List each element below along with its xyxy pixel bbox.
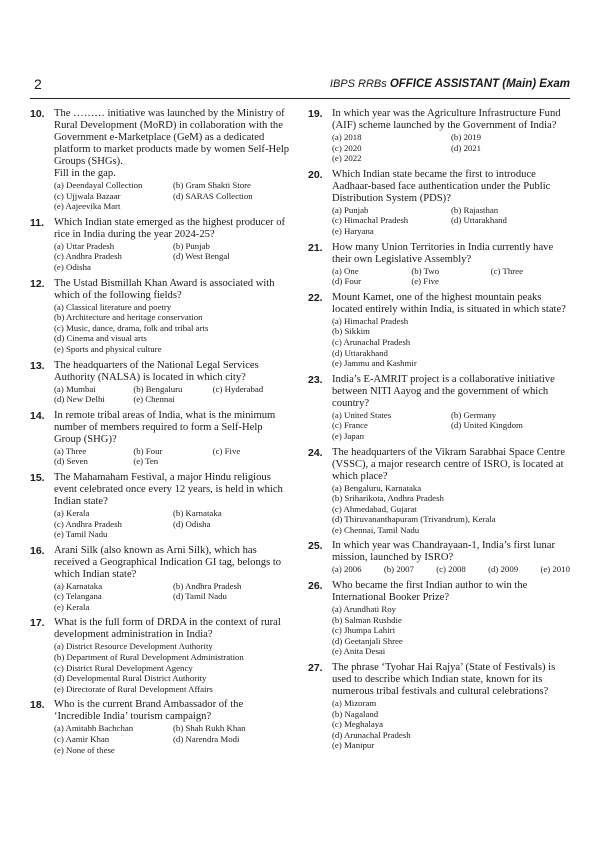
question-19 xyxy=(308,108,570,164)
option-c: (c) Meghalaya xyxy=(332,719,384,730)
option-c: (c) Aamir Khan xyxy=(54,734,110,745)
question-number: 20. xyxy=(308,168,323,181)
left-column xyxy=(30,108,292,760)
question-text: Which Indian state emerged as the highest producer of rice in India during the year 2024-25? xyxy=(54,216,286,240)
option-a: (a) Bengaluru, Karnataka xyxy=(332,482,422,493)
option-a: (a) Mumbai xyxy=(54,383,96,394)
option-a: (a) Three xyxy=(54,445,87,456)
option-b: (b) Nagaland xyxy=(332,708,379,719)
option-c: (c) Jhumpa Lahiri xyxy=(332,625,396,636)
question-number: 25. xyxy=(308,540,323,553)
question-25 xyxy=(308,540,570,575)
option-e: (e) None of these xyxy=(54,744,115,755)
question-number: 26. xyxy=(308,580,323,593)
options xyxy=(54,241,292,273)
question-22 xyxy=(308,292,570,369)
option-b: (b) Andhra Pradesh xyxy=(173,580,242,591)
option-a: (a) Himachal Pradesh xyxy=(332,315,409,326)
question-number: 14. xyxy=(30,409,45,422)
option-c: (c) Five xyxy=(212,445,241,456)
options xyxy=(332,205,570,237)
question-18 xyxy=(30,699,292,755)
option-d: (d) Cinema and visual arts xyxy=(54,333,147,344)
option-e: (e) Aajeevika Mart xyxy=(54,201,121,212)
question-27 xyxy=(308,662,570,751)
option-e: (e) Tamil Nadu xyxy=(54,529,108,540)
option-b: (b) Punjab xyxy=(173,240,210,251)
option-c: (c) Hyderabad xyxy=(212,383,264,394)
option-e: (e) Five xyxy=(411,276,439,287)
option-d: (d) United Kingdom xyxy=(451,420,523,431)
option-d: (d) New Delhi xyxy=(54,394,105,405)
option-d: (d) Geetanjali Shree xyxy=(332,635,403,646)
option-b: (b) Salman Rushdie xyxy=(332,614,402,625)
option-e: (e) Haryana xyxy=(332,225,374,236)
option-b: (b) Two xyxy=(411,265,440,276)
question-text: The headquarters of the Vikram Sarabhai Space Centre (VSSC), a major research centre of ISRO, is located at which place? xyxy=(332,446,566,482)
option-c: (c) 2008 xyxy=(436,564,466,575)
question-number: 23. xyxy=(308,373,323,386)
options xyxy=(54,446,292,467)
option-d: (d) West Bengal xyxy=(173,251,230,262)
option-a: (a) United States xyxy=(332,409,392,420)
option-c: (c) Andhra Pradesh xyxy=(54,251,122,262)
options xyxy=(332,564,570,575)
option-b: (b) Architecture and heritage conservation xyxy=(54,312,203,323)
option-e: (e) Sports and physical culture xyxy=(54,343,162,354)
question-number: 10. xyxy=(30,108,45,120)
question-number: 12. xyxy=(30,277,45,290)
option-a: (a) Amitabh Bachchan xyxy=(54,723,134,734)
option-d: (d) Uttarakhand xyxy=(332,347,388,358)
question-number: 17. xyxy=(30,617,45,630)
question-text: Which Indian state became the first to introduce Aadhaar-based face authentication under the Public Distribution System (PDS)? xyxy=(332,168,551,204)
option-a: (a) Classical literature and poetry xyxy=(54,301,172,312)
question-text: What is the full form of DRDA in the context of rural development administration in India? xyxy=(54,617,281,641)
option-e: (e) 2022 xyxy=(332,153,362,164)
option-e: (e) Chennai, Tamil Nadu xyxy=(332,524,420,535)
option-d: (d) SARAS Collection xyxy=(173,190,253,201)
options xyxy=(332,604,570,657)
options xyxy=(54,723,292,755)
option-e: (e) 2010 xyxy=(540,564,570,575)
question-15 xyxy=(30,472,292,540)
options xyxy=(332,266,570,287)
question-text: The headquarters of the National Legal Services Authority (NALSA) is located in which city? xyxy=(54,359,259,383)
options xyxy=(54,180,292,212)
options xyxy=(332,410,570,442)
option-d: (d) Narendra Modi xyxy=(173,734,240,745)
question-number: 13. xyxy=(30,359,45,372)
question-text: How many Union Territories in India currently have their own Legislative Assembly? xyxy=(332,241,554,265)
exam-title xyxy=(330,78,570,90)
option-d: (d) 2021 xyxy=(451,142,482,153)
question-number: 18. xyxy=(30,699,45,712)
question-13 xyxy=(30,360,292,405)
option-c: (c) Himachal Pradesh xyxy=(332,215,409,226)
option-e: (e) Directorate of Rural Development Affairs xyxy=(54,683,213,694)
option-b: (b) Rajasthan xyxy=(451,204,499,215)
options xyxy=(332,316,570,369)
option-c: (c) France xyxy=(332,420,368,431)
question-text: The Mahamaham Festival, a major Hindu religious event celebrated once every 12 years, is held in which Indian state? xyxy=(54,471,283,507)
question-text: In remote tribal areas of India, what is the minimum number of members required to form a Self-Help Group (SHG)? xyxy=(54,409,276,445)
option-a: (a) District Resource Development Authority xyxy=(54,641,213,652)
option-c: (c) 2020 xyxy=(332,142,362,153)
option-c: (c) Arunachal Pradesh xyxy=(332,336,411,347)
options xyxy=(54,302,292,355)
option-b: (b) 2007 xyxy=(383,564,414,575)
question-21 xyxy=(308,242,570,287)
option-b: (b) Germany xyxy=(451,409,497,420)
question-12 xyxy=(30,278,292,355)
option-d: (d) Four xyxy=(332,276,362,287)
option-c: (c) Telangana xyxy=(54,591,102,602)
question-text: In which year was Chandrayaan-1, India’s first lunar mission, launched by ISRO? xyxy=(332,540,555,564)
option-a: (a) One xyxy=(332,265,359,276)
option-d: (d) Thiruvananthapuram (Trivandrum), Kerala xyxy=(332,514,496,525)
question-26 xyxy=(308,580,570,657)
option-e: (e) Chennai xyxy=(133,394,175,405)
option-b: (b) Gram Shakti Store xyxy=(173,180,251,190)
option-c: (c) District Rural Development Agency xyxy=(54,662,193,673)
option-d: (d) Developmental Rural District Authority xyxy=(54,673,207,684)
page-number: 2 xyxy=(34,76,42,92)
option-a: (a) Mizoram xyxy=(332,698,377,709)
option-e: (e) Manipur xyxy=(332,740,375,751)
option-b: (b) Four xyxy=(133,445,163,456)
question-number: 19. xyxy=(308,108,323,120)
question-23 xyxy=(308,374,570,442)
option-d: (d) 2009 xyxy=(488,564,519,575)
option-c: (c) Three xyxy=(490,265,523,276)
question-number: 16. xyxy=(30,544,45,557)
option-c: (c) Ujjwala Bazaar xyxy=(54,190,121,201)
option-c: (c) Andhra Pradesh xyxy=(54,518,122,529)
question-text: Arani Silk (also known as Arni Silk), which has received a Geographical Indication GI tag, belongs to which Indian state? xyxy=(54,544,282,580)
option-e: (e) Ten xyxy=(133,456,159,467)
option-a: (a) 2006 xyxy=(332,564,362,575)
options xyxy=(332,483,570,536)
option-a: (a) Deendayal Collection xyxy=(54,180,143,190)
option-a: (a) Karnataka xyxy=(54,580,103,591)
question-text: Who became the first Indian author to win the International Booker Prize? xyxy=(332,580,528,604)
question-number: 15. xyxy=(30,471,45,484)
option-b: (b) Sikkim xyxy=(332,326,370,337)
option-d: (d) Odisha xyxy=(173,518,211,529)
options xyxy=(332,698,570,751)
options xyxy=(54,641,292,694)
option-a: (a) Kerala xyxy=(54,507,90,518)
option-a: (a) Punjab xyxy=(332,204,369,215)
options xyxy=(54,384,292,405)
question-number: 24. xyxy=(308,446,323,459)
question-text: In which year was the Agriculture Infrastructure Fund (AIF) scheme launched by the Government of India? xyxy=(332,108,561,131)
option-e: (e) Jammu and Kashmir xyxy=(332,358,417,369)
question-text: Mount Kamet, one of the highest mountain peaks located entirely within India, is situated in which state? xyxy=(332,291,566,315)
question-number: 21. xyxy=(308,241,323,254)
exam-title-bold: OFFICE ASSISTANT (Main) Exam xyxy=(389,78,570,90)
option-e: (e) Odisha xyxy=(54,261,91,272)
question-text: The ……… initiative was launched by the Ministry of Rural Development (MoRD) in collaboration with the Government e-Marketplace (GeM) as a dedicated platform to market products made by women Self-Help Groups (SHGs). xyxy=(54,108,290,167)
question-number: 11. xyxy=(30,216,45,229)
option-b: (b) Bengaluru xyxy=(133,383,183,394)
option-a: (a) Arundhati Roy xyxy=(332,604,397,615)
question-24 xyxy=(308,447,570,536)
question-text: The Ustad Bismillah Khan Award is associated with which of the following fields? xyxy=(54,277,275,301)
option-d: (d) Uttarakhand xyxy=(451,215,507,226)
option-b: (b) Shah Rukh Khan xyxy=(173,723,246,734)
option-b: (b) Department of Rural Development Administration xyxy=(54,652,244,663)
option-c: (c) Ahmedabad, Gujarat xyxy=(332,503,417,514)
right-column xyxy=(308,108,570,756)
options xyxy=(54,508,292,540)
page-header xyxy=(30,76,570,99)
question-text: India’s E-AMRIT project is a collaborative initiative between NITI Aayog and the government of which country? xyxy=(332,373,555,409)
exam-title-prefix: IBPS RRBs xyxy=(329,78,390,90)
option-b: (b) Sriharikota, Andhra Pradesh xyxy=(332,493,444,504)
question-number: 22. xyxy=(308,291,323,304)
question-14 xyxy=(30,410,292,467)
option-a: (a) Uttar Pradesh xyxy=(54,240,115,251)
question-number: 27. xyxy=(308,662,323,675)
option-e: (e) Kerala xyxy=(54,601,90,612)
option-c: (c) Music, dance, drama, folk and tribal arts xyxy=(54,322,209,333)
question-16 xyxy=(30,545,292,613)
question-instruction: Fill in the gap. xyxy=(54,168,116,179)
options xyxy=(54,581,292,613)
option-e: (e) Anita Desai xyxy=(332,646,386,657)
option-d: (d) Seven xyxy=(54,456,88,467)
question-17 xyxy=(30,617,292,694)
question-10 xyxy=(30,108,292,212)
question-text: The phrase ‘Tyohar Hai Rajya’ (State of Festivals) is used to describe which Indian state, known for its numerous tribal festivals and cultural celebrations? xyxy=(332,662,556,698)
options xyxy=(332,132,570,164)
option-e: (e) Japan xyxy=(332,430,364,441)
question-text: Who is the current Brand Ambassador of the ‘Incredible India’ tourism campaign? xyxy=(54,699,244,723)
question-11 xyxy=(30,217,292,273)
option-d: (d) Tamil Nadu xyxy=(173,591,227,602)
option-a: (a) 2018 xyxy=(332,132,362,142)
option-d: (d) Arunachal Pradesh xyxy=(332,729,411,740)
question-20 xyxy=(308,169,570,237)
option-b: (b) 2019 xyxy=(451,132,482,142)
option-b: (b) Karnataka xyxy=(173,507,222,518)
